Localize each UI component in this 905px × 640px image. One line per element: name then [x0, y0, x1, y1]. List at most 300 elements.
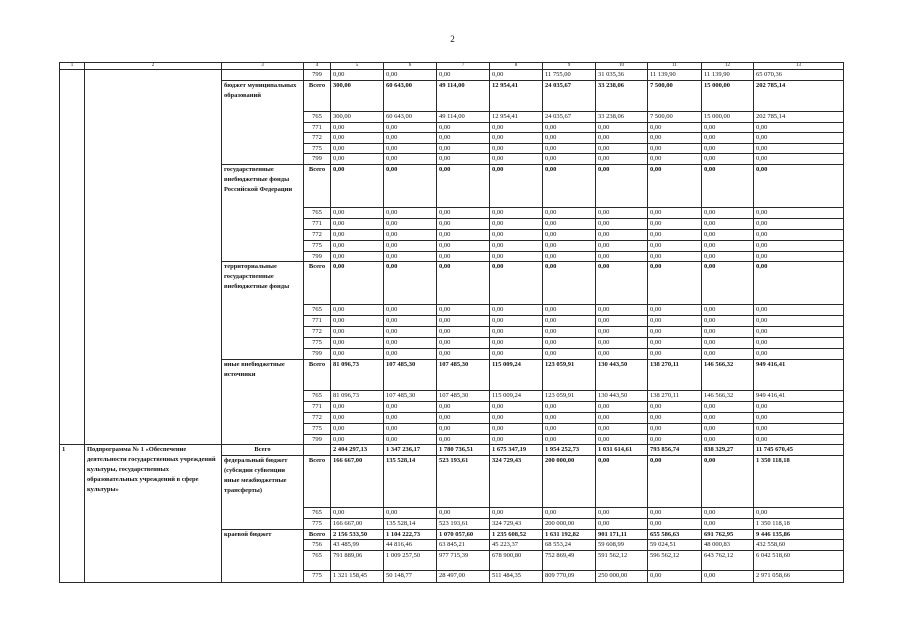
value-cell: 0,00 [543, 154, 596, 165]
value-cell: 0,00 [437, 338, 490, 349]
value-cell: 12 954,41 [490, 80, 543, 111]
value-cell: 200 000,00 [543, 519, 596, 530]
value-cell: 11 139,90 [702, 70, 754, 81]
value-cell: 2 971 058,66 [754, 570, 844, 582]
value-cell: 0,00 [384, 305, 437, 316]
value-cell: 0,00 [331, 434, 384, 445]
value-cell: 0,00 [543, 218, 596, 229]
value-cell: 591 562,12 [596, 550, 648, 570]
value-cell: 0,00 [331, 218, 384, 229]
value-cell: 300,00 [331, 80, 384, 111]
value-cell: 0,00 [596, 434, 648, 445]
value-cell: 43 485,99 [331, 540, 384, 551]
value-cell: 0,00 [437, 508, 490, 519]
value-cell: 107 485,30 [384, 390, 437, 401]
value-cell: 0,00 [437, 229, 490, 240]
value-cell: 0,00 [648, 229, 702, 240]
value-cell: 0,00 [596, 207, 648, 218]
value-cell: 0,00 [490, 154, 543, 165]
value-cell: 0,00 [754, 508, 844, 519]
value-cell: 1 104 222,73 [384, 529, 437, 540]
value-cell: 1 350 118,18 [754, 519, 844, 530]
value-cell: 0,00 [702, 316, 754, 327]
value-cell: 0,00 [384, 122, 437, 133]
value-cell: 0,00 [648, 305, 702, 316]
value-cell: 0,00 [490, 423, 543, 434]
value-cell: 0,00 [437, 423, 490, 434]
value-cell: 0,00 [648, 401, 702, 412]
table-row [60, 445, 844, 456]
value-cell: 0,00 [384, 164, 437, 207]
value-cell: 0,00 [490, 133, 543, 144]
value-cell: 0,00 [543, 207, 596, 218]
value-cell: 0,00 [384, 508, 437, 519]
value-cell: 49 114,00 [437, 111, 490, 122]
value-cell: 691 762,95 [702, 529, 754, 540]
value-cell: 0,00 [754, 122, 844, 133]
value-cell: 0,00 [543, 434, 596, 445]
value-cell: 115 009,24 [490, 390, 543, 401]
value-cell: 0,00 [331, 143, 384, 154]
value-cell: 1 347 236,17 [384, 445, 437, 456]
value-cell: 0,00 [648, 133, 702, 144]
value-cell: 130 443,50 [596, 359, 648, 390]
source-cell: краевой бюджет [222, 529, 304, 582]
value-cell: 0,00 [437, 262, 490, 305]
value-cell: 0,00 [384, 143, 437, 154]
value-cell: 0,00 [490, 349, 543, 360]
value-cell: 0,00 [384, 154, 437, 165]
value-cell: 0,00 [648, 456, 702, 508]
value-cell: 107 485,30 [384, 359, 437, 390]
value-cell: 0,00 [648, 143, 702, 154]
source-cell: иные внебюджетные источники [222, 359, 304, 445]
value-cell: 0,00 [648, 519, 702, 530]
code-cell: Всего [304, 529, 331, 540]
value-cell: 0,00 [543, 305, 596, 316]
value-cell: 0,00 [490, 207, 543, 218]
value-cell: 0,00 [754, 338, 844, 349]
value-cell: 0,00 [437, 240, 490, 251]
source-cell [222, 70, 304, 81]
value-cell: 523 193,61 [437, 456, 490, 508]
value-cell: 0,00 [596, 456, 648, 508]
value-cell: 0,00 [490, 262, 543, 305]
value-cell: 0,00 [702, 327, 754, 338]
value-cell: 0,00 [490, 401, 543, 412]
value-cell: 0,00 [596, 133, 648, 144]
value-cell: 123 059,91 [543, 359, 596, 390]
value-cell: 24 035,67 [543, 111, 596, 122]
value-cell: 115 009,24 [490, 359, 543, 390]
value-cell: 1 235 608,52 [490, 529, 543, 540]
value-cell: 0,00 [437, 251, 490, 262]
code-cell: 772 [304, 327, 331, 338]
value-cell: 0,00 [702, 570, 754, 582]
value-cell: 0,00 [596, 122, 648, 133]
value-cell: 0,00 [437, 154, 490, 165]
value-cell: 0,00 [490, 305, 543, 316]
value-cell: 0,00 [331, 240, 384, 251]
value-cell: 44 816,46 [384, 540, 437, 551]
value-cell: 135 528,14 [384, 456, 437, 508]
value-cell: 0,00 [384, 240, 437, 251]
value-cell: 60 643,00 [384, 111, 437, 122]
value-cell: 0,00 [490, 70, 543, 81]
code-cell: 799 [304, 349, 331, 360]
value-cell: 0,00 [648, 240, 702, 251]
value-cell: 200 000,00 [543, 456, 596, 508]
value-cell: 0,00 [702, 207, 754, 218]
value-cell: 166 667,00 [331, 456, 384, 508]
value-cell: 0,00 [543, 122, 596, 133]
value-cell: 0,00 [543, 508, 596, 519]
value-cell: 0,00 [331, 316, 384, 327]
value-cell: 0,00 [331, 122, 384, 133]
value-cell: 15 000,00 [702, 111, 754, 122]
value-cell: 901 171,11 [596, 529, 648, 540]
value-cell: 0,00 [490, 327, 543, 338]
value-cell: 130 443,50 [596, 390, 648, 401]
code-cell: 772 [304, 133, 331, 144]
value-cell: 0,00 [490, 251, 543, 262]
value-cell: 0,00 [754, 240, 844, 251]
value-cell: 0,00 [754, 401, 844, 412]
value-cell: 135 528,14 [384, 519, 437, 530]
value-cell: 1 350 118,18 [754, 456, 844, 508]
value-cell: 0,00 [648, 262, 702, 305]
header-cell: 12 [702, 63, 754, 70]
value-cell: 81 096,73 [331, 390, 384, 401]
number-cell: 1 [60, 445, 85, 583]
value-cell: 0,00 [754, 207, 844, 218]
value-cell: 0,00 [384, 262, 437, 305]
value-cell: 0,00 [648, 349, 702, 360]
value-cell: 0,00 [596, 401, 648, 412]
value-cell: 1 031 614,61 [596, 445, 648, 456]
value-cell: 48 000,83 [702, 540, 754, 551]
value-cell: 0,00 [543, 338, 596, 349]
value-cell: 0,00 [437, 316, 490, 327]
value-cell: 523 193,61 [437, 519, 490, 530]
value-cell: 0,00 [648, 154, 702, 165]
program-cell: Подпрограмма № 1 «Обеспечение деятельности государственных учреждений культуры, государственных образовательных учреждений в сфере культуры» [85, 445, 222, 583]
code-cell: 775 [304, 519, 331, 530]
header-row [60, 63, 844, 70]
value-cell: 0,00 [702, 262, 754, 305]
value-cell: 977 715,39 [437, 550, 490, 570]
code-cell: 775 [304, 338, 331, 349]
program-cell [85, 70, 222, 445]
value-cell: 0,00 [702, 456, 754, 508]
code-cell: 765 [304, 550, 331, 570]
value-cell: 0,00 [331, 70, 384, 81]
value-cell: 0,00 [490, 240, 543, 251]
code-cell: Всего [304, 456, 331, 508]
value-cell: 0,00 [596, 154, 648, 165]
value-cell: 0,00 [754, 251, 844, 262]
value-cell: 0,00 [754, 218, 844, 229]
code-cell: 799 [304, 434, 331, 445]
value-cell: 0,00 [754, 316, 844, 327]
code-cell: 765 [304, 305, 331, 316]
value-cell: 0,00 [596, 218, 648, 229]
value-cell: 0,00 [596, 508, 648, 519]
code-cell: 765 [304, 508, 331, 519]
code-cell: 775 [304, 570, 331, 582]
value-cell: 0,00 [490, 164, 543, 207]
value-cell: 24 035,67 [543, 80, 596, 111]
value-cell: 432 558,60 [754, 540, 844, 551]
value-cell: 0,00 [490, 338, 543, 349]
code-cell: 771 [304, 316, 331, 327]
source-cell: бюджет муниципальных образований [222, 80, 304, 164]
header-cell: 1 [60, 63, 85, 70]
value-cell: 0,00 [543, 412, 596, 423]
code-cell: Всего [304, 80, 331, 111]
value-cell: 0,00 [754, 143, 844, 154]
value-cell: 0,00 [437, 70, 490, 81]
value-cell: 511 484,35 [490, 570, 543, 582]
value-cell: 0,00 [596, 240, 648, 251]
value-cell: 0,00 [702, 122, 754, 133]
header-cell: 7 [437, 63, 490, 70]
value-cell: 0,00 [437, 143, 490, 154]
value-cell: 0,00 [596, 338, 648, 349]
header-cell: 2 [85, 63, 222, 70]
value-cell: 33 238,06 [596, 111, 648, 122]
value-cell: 0,00 [384, 423, 437, 434]
value-cell: 146 566,32 [702, 390, 754, 401]
value-cell: 0,00 [702, 143, 754, 154]
value-cell: 0,00 [596, 316, 648, 327]
code-cell: 765 [304, 207, 331, 218]
value-cell: 0,00 [648, 570, 702, 582]
value-cell: 0,00 [702, 338, 754, 349]
value-cell: 0,00 [437, 327, 490, 338]
value-cell: 250 000,00 [596, 570, 648, 582]
value-cell: 11 745 670,45 [754, 445, 844, 456]
value-cell: 0,00 [754, 229, 844, 240]
value-cell: 752 869,49 [543, 550, 596, 570]
value-cell: 0,00 [702, 423, 754, 434]
value-cell: 0,00 [331, 327, 384, 338]
value-cell: 0,00 [754, 349, 844, 360]
value-cell: 0,00 [702, 401, 754, 412]
value-cell: 838 329,27 [702, 445, 754, 456]
value-cell: 0,00 [596, 143, 648, 154]
value-cell: 0,00 [754, 262, 844, 305]
value-cell: 949 416,41 [754, 390, 844, 401]
value-cell: 0,00 [543, 327, 596, 338]
value-cell: 0,00 [437, 207, 490, 218]
header-cell: 6 [384, 63, 437, 70]
value-cell: 0,00 [331, 423, 384, 434]
value-cell: 678 900,80 [490, 550, 543, 570]
value-cell: 0,00 [754, 164, 844, 207]
value-cell: 949 416,41 [754, 359, 844, 390]
value-cell: 138 270,11 [648, 359, 702, 390]
value-cell: 655 586,63 [648, 529, 702, 540]
value-cell: 63 845,21 [437, 540, 490, 551]
value-cell: 202 785,14 [754, 111, 844, 122]
code-cell: 775 [304, 240, 331, 251]
value-cell: 0,00 [648, 207, 702, 218]
value-cell: 33 238,06 [596, 80, 648, 111]
value-cell: 0,00 [754, 327, 844, 338]
value-cell: 1 780 736,51 [437, 445, 490, 456]
value-cell: 0,00 [331, 154, 384, 165]
value-cell: 0,00 [331, 305, 384, 316]
value-cell: 0,00 [331, 338, 384, 349]
value-cell: 0,00 [490, 434, 543, 445]
value-cell: 0,00 [437, 122, 490, 133]
value-cell: 0,00 [384, 327, 437, 338]
header-cell: 4 [304, 63, 331, 70]
value-cell: 0,00 [702, 519, 754, 530]
value-cell: 1 954 252,73 [543, 445, 596, 456]
value-cell: 0,00 [490, 143, 543, 154]
value-cell: 0,00 [596, 327, 648, 338]
value-cell: 0,00 [437, 164, 490, 207]
header-cell: 5 [331, 63, 384, 70]
value-cell: 107 485,30 [437, 359, 490, 390]
value-cell: 0,00 [543, 240, 596, 251]
value-cell: 791 889,06 [331, 550, 384, 570]
value-cell: 0,00 [596, 412, 648, 423]
value-cell: 0,00 [596, 262, 648, 305]
value-cell: 0,00 [490, 316, 543, 327]
value-cell: 9 446 135,86 [754, 529, 844, 540]
code-cell: Всего [304, 164, 331, 207]
value-cell: 0,00 [702, 508, 754, 519]
value-cell: 49 114,00 [437, 80, 490, 111]
value-cell: 809 770,09 [543, 570, 596, 582]
page-number: 2 [450, 34, 455, 44]
value-cell: 59 024,51 [648, 540, 702, 551]
value-cell: 0,00 [648, 218, 702, 229]
value-cell: 0,00 [648, 508, 702, 519]
value-cell: 0,00 [331, 207, 384, 218]
value-cell: 138 270,11 [648, 390, 702, 401]
value-cell: 0,00 [648, 338, 702, 349]
value-cell: 0,00 [331, 401, 384, 412]
value-cell: 0,00 [543, 143, 596, 154]
value-cell: 0,00 [490, 508, 543, 519]
value-cell: 0,00 [648, 327, 702, 338]
value-cell: 324 729,43 [490, 519, 543, 530]
value-cell: 0,00 [702, 229, 754, 240]
value-cell: 596 562,12 [648, 550, 702, 570]
value-cell: 0,00 [331, 229, 384, 240]
header-cell: 11 [648, 63, 702, 70]
value-cell: 0,00 [754, 412, 844, 423]
budget-table [59, 62, 844, 583]
code-cell: 756 [304, 540, 331, 551]
value-cell: 68 553,24 [543, 540, 596, 551]
value-cell: 0,00 [702, 434, 754, 445]
value-cell: 6 042 518,60 [754, 550, 844, 570]
value-cell: 0,00 [543, 164, 596, 207]
code-cell: Всего [304, 359, 331, 390]
value-cell: 81 096,73 [331, 359, 384, 390]
value-cell: 0,00 [384, 316, 437, 327]
value-cell: 146 566,32 [702, 359, 754, 390]
code-cell [304, 445, 331, 456]
table-row [60, 70, 844, 81]
code-cell: 772 [304, 412, 331, 423]
value-cell: 202 785,14 [754, 80, 844, 111]
value-cell: 2 404 297,13 [331, 445, 384, 456]
value-cell: 123 059,91 [543, 390, 596, 401]
value-cell: 31 035,36 [596, 70, 648, 81]
value-cell: 0,00 [437, 434, 490, 445]
value-cell: 0,00 [754, 133, 844, 144]
value-cell: 0,00 [384, 338, 437, 349]
value-cell: 0,00 [702, 412, 754, 423]
value-cell: 0,00 [702, 133, 754, 144]
value-cell: 0,00 [702, 218, 754, 229]
header-cell: 10 [596, 63, 648, 70]
value-cell: 300,00 [331, 111, 384, 122]
value-cell: 0,00 [596, 229, 648, 240]
source-cell: государственные внебюджетные фонды Российской Федерации [222, 164, 304, 262]
value-cell: 793 856,74 [648, 445, 702, 456]
value-cell: 1 321 158,45 [331, 570, 384, 582]
value-cell: 0,00 [596, 305, 648, 316]
value-cell: 0,00 [331, 133, 384, 144]
header-cell: 13 [754, 63, 844, 70]
value-cell: 0,00 [490, 218, 543, 229]
value-cell: 0,00 [490, 229, 543, 240]
value-cell: 0,00 [702, 164, 754, 207]
value-cell: 0,00 [384, 207, 437, 218]
number-cell [60, 70, 85, 445]
value-cell: 0,00 [437, 412, 490, 423]
value-cell: 0,00 [384, 401, 437, 412]
source-cell: территориальные государственные внебюджетные фонды [222, 262, 304, 360]
value-cell: 1 631 192,82 [543, 529, 596, 540]
value-cell: 0,00 [702, 240, 754, 251]
value-cell: 0,00 [490, 412, 543, 423]
value-cell: 0,00 [331, 412, 384, 423]
value-cell: 0,00 [437, 305, 490, 316]
value-cell: 0,00 [543, 251, 596, 262]
value-cell: 0,00 [543, 349, 596, 360]
value-cell: 0,00 [331, 508, 384, 519]
value-cell: 0,00 [648, 434, 702, 445]
value-cell: 59 608,99 [596, 540, 648, 551]
value-cell: 12 954,41 [490, 111, 543, 122]
code-cell: 765 [304, 111, 331, 122]
value-cell: 0,00 [543, 423, 596, 434]
value-cell: 65 070,36 [754, 70, 844, 81]
value-cell: 1 675 347,19 [490, 445, 543, 456]
value-cell: 0,00 [543, 401, 596, 412]
value-cell: 0,00 [702, 251, 754, 262]
value-cell: 643 762,12 [702, 550, 754, 570]
value-cell: 0,00 [702, 305, 754, 316]
value-cell: 0,00 [384, 229, 437, 240]
code-cell: 771 [304, 401, 331, 412]
source-cell: Всего [222, 445, 304, 456]
code-cell: 775 [304, 143, 331, 154]
value-cell: 0,00 [384, 349, 437, 360]
value-cell: 0,00 [596, 164, 648, 207]
value-cell: 7 500,00 [648, 111, 702, 122]
value-cell: 0,00 [437, 349, 490, 360]
value-cell: 0,00 [437, 218, 490, 229]
